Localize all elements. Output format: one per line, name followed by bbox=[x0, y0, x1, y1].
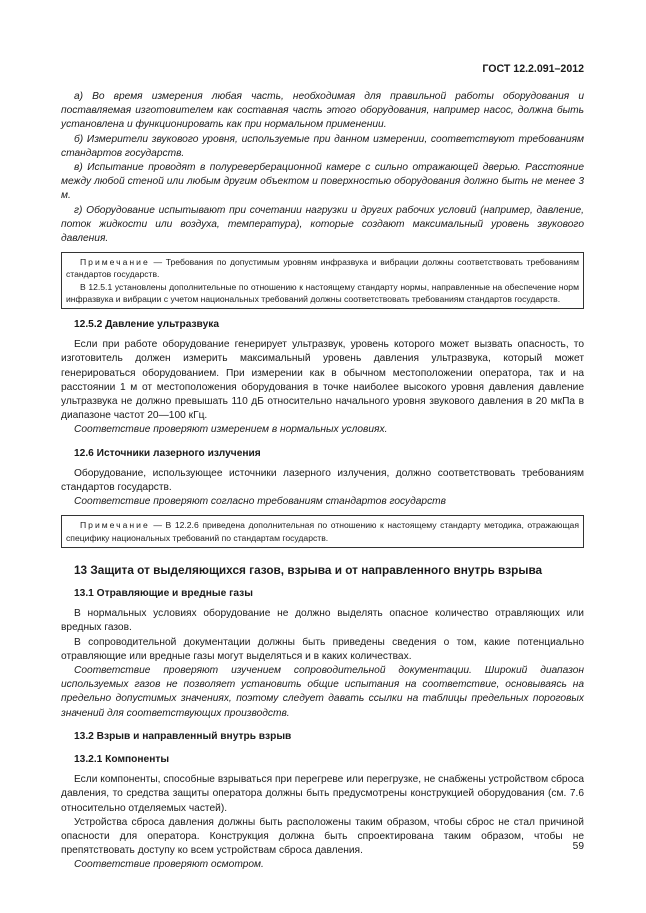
section-12-5-2-text: Если при работе оборудование генерирует ультразвук, уровень которого может вызвать опасность, то изготовитель должен измерить максимальный уровень давления ультразвука, который может генерироваться оборудованием. При измерении как в обычном местоположении оператора, так и на расстоянии 1 м от местоположения оборудования в точке наиболее высокого уровня давления давление ультразвука не должно превышать 110 дБ относительно начального уровня звукового давления в 20 мкПа в диапазоне частот 20—100 кГц. bbox=[61, 339, 584, 422]
paragraph-d: г) Оборудование испытывают при сочетании нагрузки и других рабочих условий (например, давление, поток жидкости или воздуха, температура), которые создают максимальный уровень звукового давления. bbox=[61, 204, 584, 245]
section-12-6-compliance: Соответствие проверяют согласно требованиям стандартов государств bbox=[74, 496, 446, 508]
page-content bbox=[61, 90, 584, 873]
section-13-2-1-p1: Если компоненты, способные взрываться при перегреве или перегрузке, не снабжены устройством сброса давления, то средства защиты оператора должны быть предусмотрены конструкцией оборудования (см. 7.6 относительно отделяемых частей). bbox=[61, 774, 584, 814]
page-number: 59 bbox=[572, 841, 584, 852]
note-1-line-2: В 12.5.1 установлены дополнительные по отношению к настоящему стандарту нормы, направленные на обеспечение норм инфразвука и вибрации с учетом национальных требований должны соответствовать требованиям стандартов государств. bbox=[66, 281, 579, 304]
note-label: Примечание bbox=[80, 520, 150, 531]
paragraph-c: в) Испытание проводят в полуреверберационной камере с сильно отражающей дверью. Расстояние между любой стеной или любым другим объектом и поверхностью оборудования должно быть не менее 3 м. bbox=[61, 162, 584, 202]
section-13-1-p1: В нормальных условиях оборудование не должно выделять опасное количество отравляющих или вредных газов. bbox=[61, 608, 584, 634]
section-13-2-1-compliance: Соответствие проверяют осмотром. bbox=[74, 859, 264, 871]
section-12-5-2-compliance: Соответствие проверяют измерением в нормальных условиях. bbox=[74, 424, 388, 436]
section-12-6-text: Оборудование, использующее источники лазерного излучения, должно соответствовать требованиям стандартов государств. bbox=[61, 467, 584, 494]
paragraph-a: а) Во время измерения любая часть, необходимая для правильной работы оборудования и поставляемая изготовителем как составная часть этого оборудования, например насос, должна быть установлена и функционировать как при нормальном применении. bbox=[61, 91, 584, 131]
section-13-2-1-p2: Устройства сброса давления должны быть расположены таким образом, чтобы сброс не стал причиной опасности для оператора. Конструкция должна быть спроектирована таким образом, чтобы не препятствовать доступу ко всем устройствам сброса давления. bbox=[61, 816, 584, 857]
section-13-2-1-heading: 13.2.1 Компоненты bbox=[74, 753, 170, 765]
section-13-heading: 13 Защита от выделяющихся газов, взрыва и от направленного внутрь взрыва bbox=[74, 562, 543, 577]
section-12-6-heading: 12.6 Источники лазерного излучения bbox=[74, 447, 261, 459]
section-12-5-2-heading: 12.5.2 Давление ультразвука bbox=[74, 319, 219, 331]
note-box-1 bbox=[61, 252, 584, 309]
note-2-text: Примечание — В 12.2.6 приведена дополнительная по отношению к настоящему стандарту методика, отражающая специфику национальных требований по стандартам государств. bbox=[66, 520, 579, 543]
note-1-line-1: Примечание — Требования по допустимым уровням инфразвука и вибрации должны соответствовать требованиям стандартов государств. bbox=[66, 257, 579, 280]
section-13-1-compliance: Соответствие проверяют изучением сопроводительной документации. Широкий диапазон используемых газов не позволяет установить общие испытания на соответствие, основываясь на предельно допустимых значениях, поэтому следует давать ссылки на таблицы предельных пороговых значений для соответствующих производств. bbox=[61, 664, 584, 719]
section-13-2-heading: 13.2 Взрыв и направленный внутрь взрыв bbox=[74, 730, 292, 742]
standard-header: ГОСТ 12.2.091–2012 bbox=[482, 63, 584, 75]
section-13-1-p2: В сопроводительной документации должны быть приведены сведения о том, какие потенциально отравляющие или вредные газы могут выделяться и в каких количествах. bbox=[61, 636, 584, 662]
note-box-2 bbox=[61, 515, 584, 547]
paragraph-b: б) Измерители звукового уровня, используемые при данном измерении, соответствуют требованиям стандартов государств. bbox=[61, 133, 584, 159]
note-label: Примечание bbox=[80, 257, 150, 268]
section-13-1-heading: 13.1 Отравляющие и вредные газы bbox=[74, 587, 253, 599]
